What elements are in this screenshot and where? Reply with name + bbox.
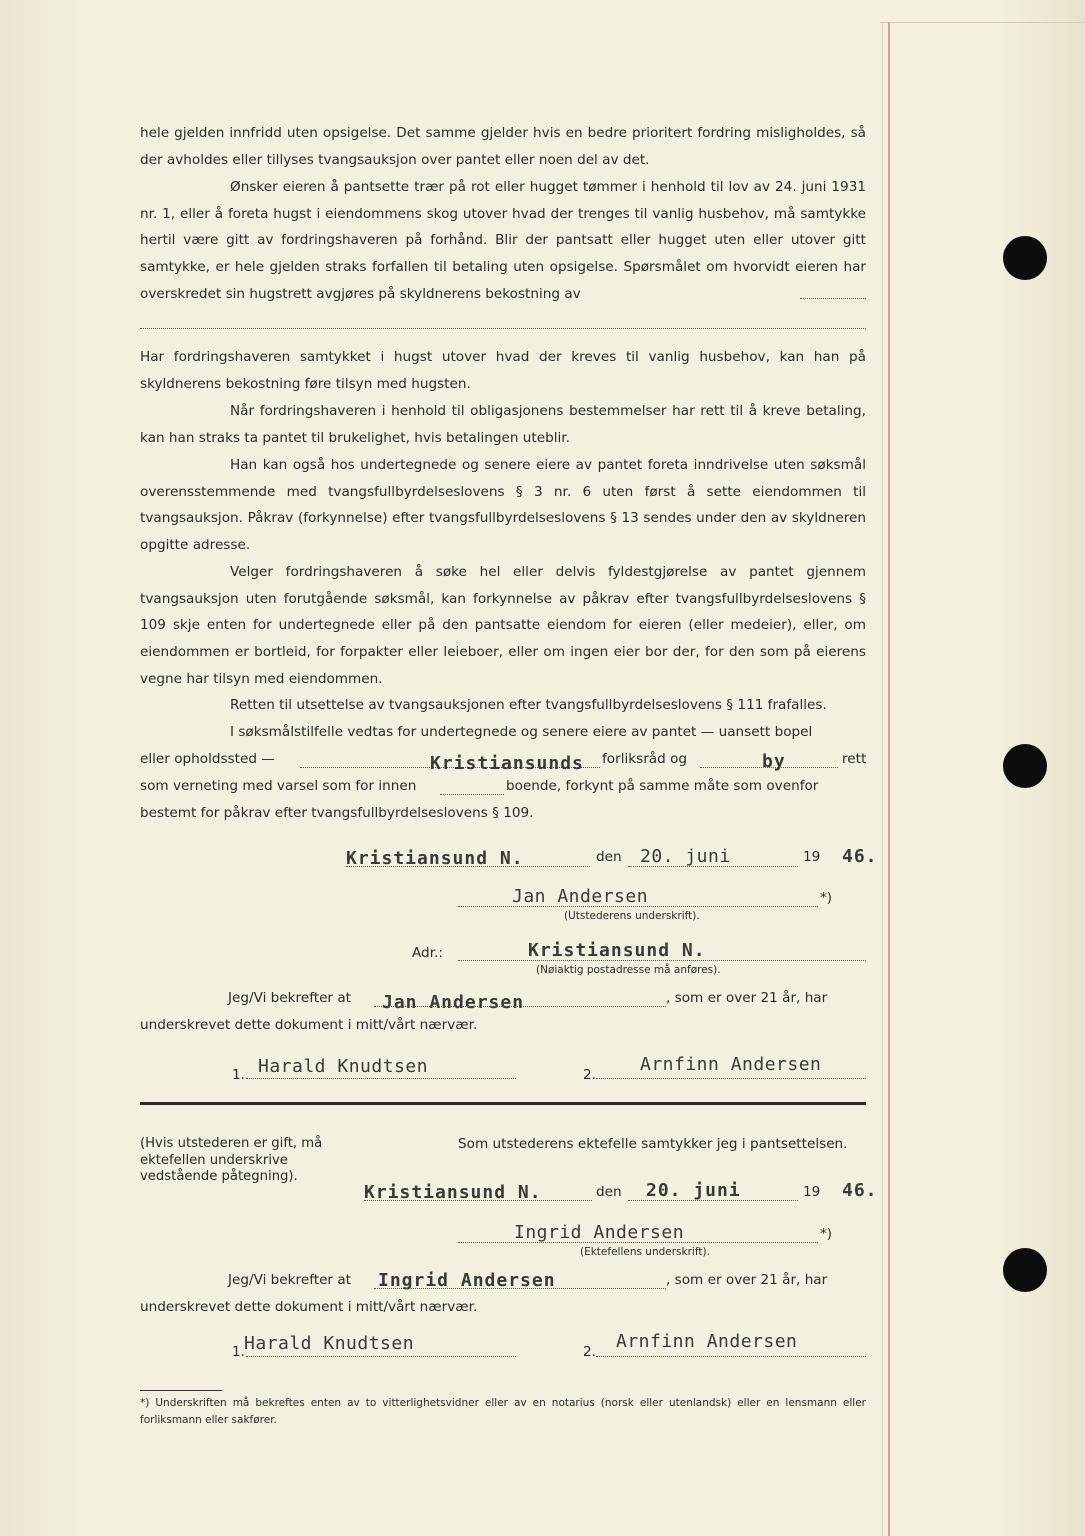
signature1-name: Jan Andersen [512,886,649,907]
signature1-asterisk: *) [820,890,833,906]
signature1-confirm-label: Jeg/Vi bekrefter at [228,990,352,1006]
rett-label: rett [842,751,867,767]
spouse-witness1-number: 1. [232,1344,245,1360]
spouse-confirm-suffix: , som er over 21 år, har [666,1272,828,1288]
dotted-fill-line [140,328,866,329]
spouse-confirm-line2: underskrevet dette dokument i mitt/vårt nærvær. [140,1299,478,1315]
spouse-witness2: Arnfinn Andersen [616,1331,798,1352]
spouse-caption: (Ektefellens underskrift). [580,1246,710,1258]
dotted-fill-line [246,1078,516,1079]
spouse-consent: Som utstederens ektefelle samtykker jeg i pantsettelsen. [458,1136,848,1152]
paragraph-6: Velger fordringshaveren å søke hel eller delvis fyldestgjørelse av pantet gjennem tvangsauksjon uten forutgående søksmål, kan forkynnelse av påkrav efter tvangsfullbyrdelseslovens § 109 skje enten for undertegnede eller på den pantsatte eiendom for eieren (eller medeier), eller, om eiendommen er bortleid, for forpakter eller leieboer, eller om ingen eier bor der, for den som på eierens vegne har tilsyn med eiendommen. [140,564,866,687]
signature1-confirm-line2: underskrevet dette dokument i mitt/vårt nærvær. [140,1017,478,1033]
spouse-den-label: den [596,1184,622,1200]
section-divider [140,1102,866,1105]
dotted-fill-line [596,1078,866,1079]
dotted-fill-line [628,866,798,867]
dotted-fill-line [346,866,590,867]
spouse-date: 20. juni [646,1180,741,1201]
spouse-witness1: Harald Knudtsen [244,1333,415,1354]
paragraph-4: Når fordringshaveren i henhold til obligasjonens bestemmelser har rett til å kreve betaling, kan han straks ta pantet til brukelighet, hvis betalingen uteblir. [140,403,866,446]
dotted-fill-line [458,1242,818,1243]
signature1-place: Kristiansund N. [346,848,524,869]
punch-hole-bottom [1003,1248,1047,1292]
signature1-witness2: Arnfinn Andersen [640,1054,822,1075]
signature1-address-caption: (Nøiaktig postadresse må anføres). [536,964,721,976]
paragraph-2: Ønsker eieren å pantsette trær på rot eller hugget tømmer i henhold til lov av 24. juni 1931 nr. 1, eller å foreta hugst i eiendommens skog utover hvad der trenges til vanlig husbehov, må samtykke hertil være gitt av fordringshaveren på forhånd. Blir der pantsatt eller hugget uten eller utover gitt samtykke, er hele gjelden straks forfallen til betaling uten opsigelse. Spørsmålet om hvorvidt eieren har overskredet sin hugstrett avgjøres på skyldnerens bekostning av [140,179,866,302]
boende-label: boende, forkynt på samme måte som ovenfor [506,778,819,794]
paragraph-5: Han kan også hos undertegnede og senere eiere av pantet foreta inndrivelse uten søksmål overensstemmende med tvangsfullbyrdelseslovens § 3 nr. 6 uten først å sette eiendommen til tvangsauksjon. Påkrav (forkynnelse) efter tvangsfullbyrdelseslovens § 13 sendes under den av skyldneren opgitte adresse. [140,457,866,554]
spouse-year-suffix: 46. [842,1180,878,1201]
dotted-fill-line [374,1006,666,1007]
punch-hole-middle [1003,744,1047,788]
signature1-confirm-name: Jan Andersen [382,992,525,1013]
footnote-rule [140,1390,222,1391]
dotted-fill-line [800,298,866,299]
spouse-asterisk: *) [820,1226,833,1242]
signature1-confirm-suffix: , som er over 21 år, har [666,990,828,1006]
dotted-fill-line [440,794,504,795]
dotted-fill-line [374,1288,666,1289]
spouse-witness2-number: 2. [583,1344,596,1360]
paragraph-3: Har fordringshaveren samtykket i hugst utover hvad der kreves til vanlig husbehov, kan han på skyldnerens bekostning føre tilsyn med hugsten. [140,349,866,392]
spouse-year-prefix: 19 [803,1184,821,1200]
spouse-confirm-name: Ingrid Andersen [378,1270,556,1291]
signature1-date: 20. juni [640,846,731,867]
spouse-side-note: (Hvis utstederen er gift, må ektefellen underskrive vedstående påtegning). [140,1136,323,1184]
opholdssted-label: eller opholdssted — [140,751,275,767]
paragraph-7: Retten til utsettelse av tvangsauksjonen efter tvangsfullbyrdelseslovens § 111 frafalles. [230,697,827,713]
rett-value: by [762,751,786,772]
signature1-witness1: Harald Knudtsen [258,1056,429,1077]
paragraph-8-line-1: I søksmålstilfelle vedtas for undertegnede og senere eiere av pantet — uansett bopel [230,724,813,740]
signature1-witness2-number: 2. [583,1067,596,1083]
footnote: *) Underskriften må bekreftes enten av to vitterlighetsvidner eller av en notarius (norsk eller utenlandsk) eller en lensmann eller forliksmann eller sakfører. [140,1397,866,1426]
dotted-fill-line [458,960,866,961]
margin-line-red [888,22,890,1536]
signature1-address: Kristiansund N. [528,940,706,961]
dotted-fill-line [246,1356,516,1357]
forliksrad-label: forliksråd og [602,751,688,767]
spouse-place: Kristiansund N. [364,1182,542,1203]
signature1-adr-label: Adr.: [412,945,443,961]
dotted-fill-line [458,906,818,907]
paragraph-8-line-4: bestemt for påkrav efter tvangsfullbyrdelseslovens § 109. [140,805,534,821]
spouse-name: Ingrid Andersen [514,1222,685,1243]
forliksrad-value: Kristiansunds [430,753,584,774]
signature1-year-prefix: 19 [803,849,821,865]
punch-hole-top [1003,236,1047,280]
margin-line-inner [882,22,883,1536]
dotted-fill-line [628,1200,798,1201]
dotted-fill-line [596,1356,866,1357]
spouse-confirm-label: Jeg/Vi bekrefter at [228,1272,352,1288]
signature1-year-suffix: 46. [842,846,878,867]
signature1-caption: (Utstederens underskrift). [564,910,700,922]
paragraph-1: hele gjelden innfridd uten opsigelse. Det samme gjelder hvis en bedre prioritert fordring misligholdes, så der avholdes eller tillyses tvangsauksjon over pantet eller noen del av det. [140,125,866,168]
top-border-line [880,22,1085,23]
signature1-den-label: den [596,849,622,865]
dotted-fill-line [364,1200,592,1201]
verneting-label: som verneting med varsel som for innen [140,778,417,794]
signature1-witness1-number: 1. [232,1067,245,1083]
